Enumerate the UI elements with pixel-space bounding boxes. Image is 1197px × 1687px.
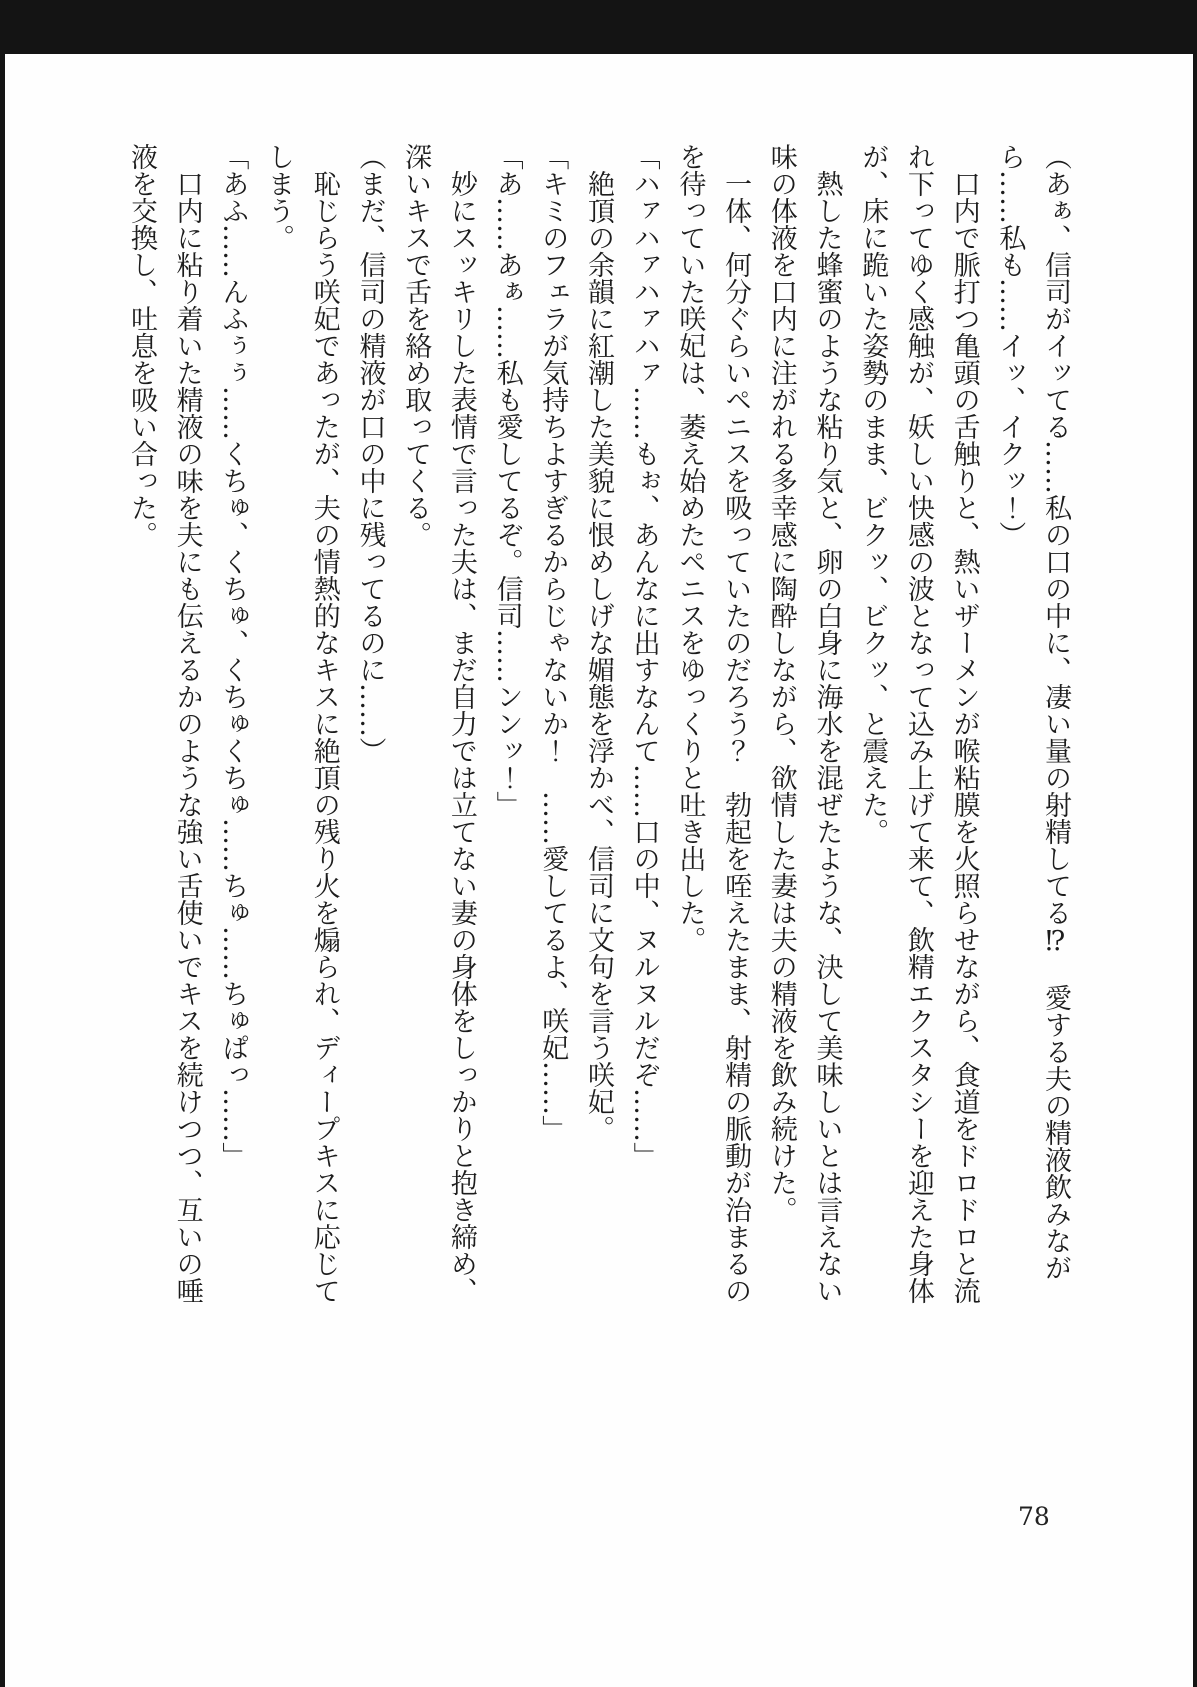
right-edge bbox=[1193, 0, 1197, 1687]
paragraph: 「あふ……んふぅぅ……くちゅ、くちゅ、くちゅくちゅ……ちゅ……ちゅぱっ……」 bbox=[217, 143, 249, 1169]
paragraph: 一体、何分ぐらいペニスを吸っていたのだろう？ 勃起を咥えたまま、射精の脈動が治まるのを待っていた咲妃は、萎え始めたペニスをゆっくりと吐き出した。 bbox=[674, 143, 752, 1304]
reader-top-bar bbox=[0, 0, 1197, 54]
paragraph: （あぁ、信司がイッてる……私の口の中に、凄い量の射精してる⁉ 愛する夫の精液飲みながら……私も……イッ、イクッ！） bbox=[994, 143, 1071, 1281]
paragraph: （まだ、信司の精液が口の中に残ってるのに……） bbox=[354, 143, 386, 764]
page-number: 78 bbox=[1018, 1502, 1050, 1531]
paragraph: 熱した蜂蜜のような粘り気と、卵の白身に海水を混ぜたような、決して美味しいとは言えない味の体液を口内に注がれる多幸感に陶酔しながら、欲情した妻は夫の精液を飲み続けた。 bbox=[765, 143, 843, 1304]
paragraph: 「キミのフェラが気持ちよすぎるからじゃないか！ ……愛してるよ、咲妃……」 bbox=[537, 143, 569, 1142]
page-text bbox=[108, 143, 1078, 1309]
paragraph: 「あ……あぁ……私も愛してるぞ。信司……ンンッ！」 bbox=[491, 143, 523, 818]
paragraph: 「ハァハァハァハァ……もぉ、あんなに出すなんて……口の中、ヌルヌルだぞ……」 bbox=[628, 143, 660, 1169]
paragraph: 口内で脈打つ亀頭の舌触りと、熱いザーメンが喉粘膜を火照らせながら、食道をドロドロと流れ下ってゆく感触が、妖しい快感の波となって込み上げて来て、飲精エクスタシーを迎えた身体が、床に跪いた姿勢のまま、ビクッ、ビクッ、と震えた。 bbox=[857, 143, 980, 1304]
book-page bbox=[5, 54, 1193, 1687]
paragraph: 口内に粘り着いた精液の味を夫にも伝えるかのような強い舌使いでキスを続けつつ、互いの唾液を交換し、吐息を吸い合った。 bbox=[125, 143, 203, 1304]
paragraph: 恥じらう咲妃であったが、夫の情熱的なキスに絶頂の残り火を煽られ、ディープキスに応じてしまう。 bbox=[263, 143, 340, 1304]
paragraph: 絶頂の余韻に紅潮した美貌に恨めしげな媚態を浮かべ、信司に文句を言う咲妃。 bbox=[582, 170, 614, 1142]
paragraph: 妙にスッキリした表情で言った夫は、まだ自力では立てない妻の身体をしっかりと抱き締め、深いキスで舌を絡め取ってくる。 bbox=[400, 143, 477, 1304]
